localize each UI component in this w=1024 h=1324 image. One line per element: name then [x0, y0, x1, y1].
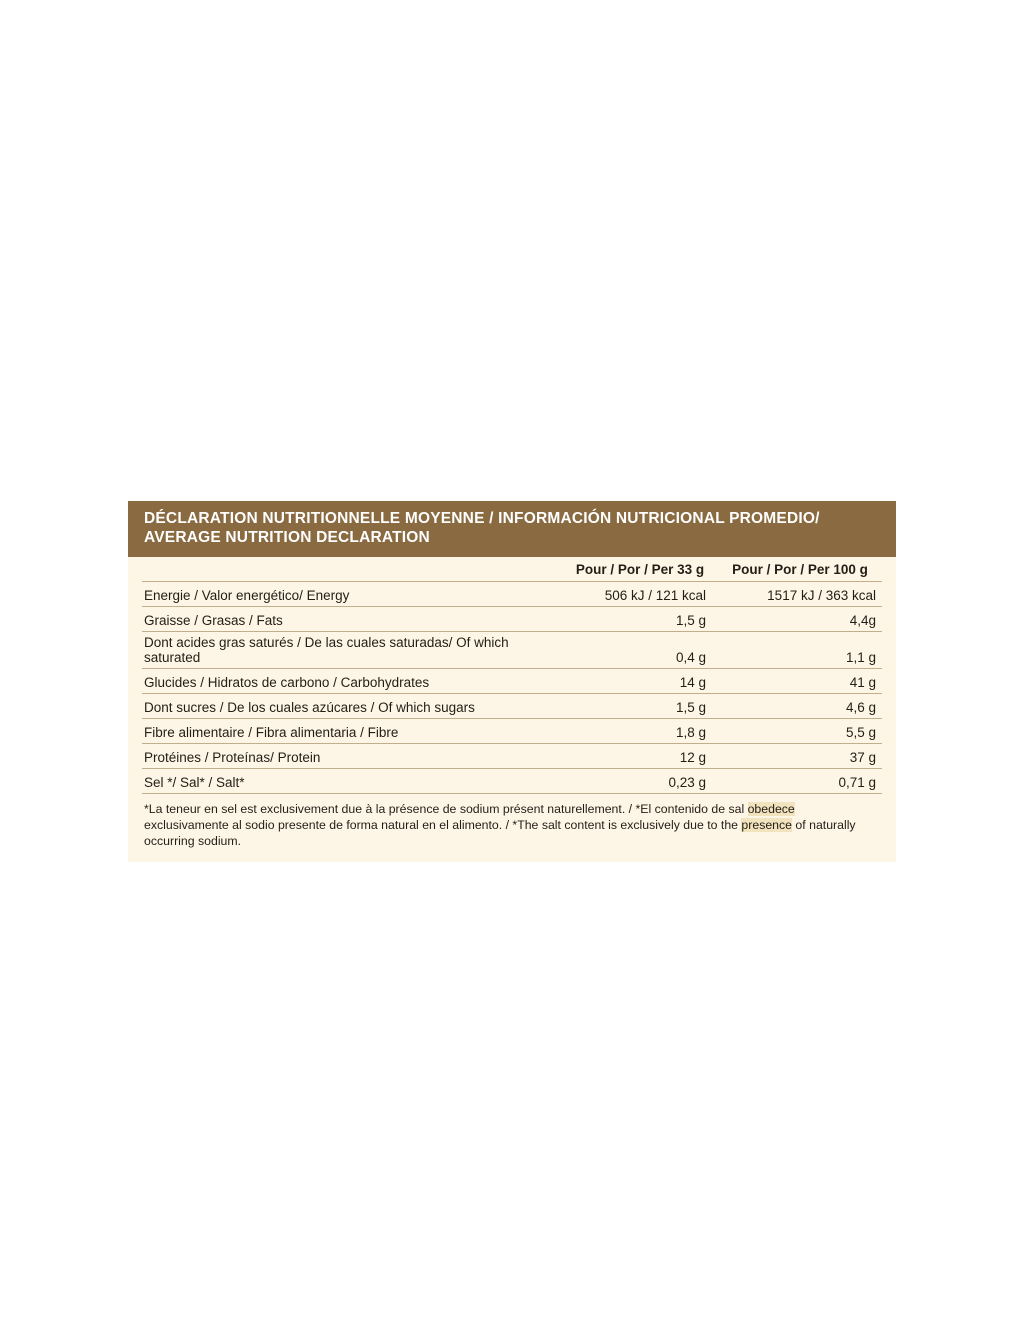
nutrient-name: Dont acides gras saturés / De las cuales saturadas/ Of which saturated	[144, 634, 509, 665]
table-row	[142, 581, 882, 606]
table-row	[142, 768, 882, 793]
nutrient-value-per-serving: 12 g	[679, 749, 706, 765]
nutrient-value-per-serving: 506 kJ / 121 kcal	[604, 587, 706, 603]
table-row	[142, 718, 882, 743]
nutrient-name: Graisse / Grasas / Fats	[144, 612, 283, 628]
column-header-per-serving: Pour / Por / Per 33 g	[575, 561, 705, 577]
footnote-highlight-1: obedece	[747, 801, 795, 816]
nutrient-name: Energie / Valor energético/ Energy	[144, 587, 350, 603]
table-row	[142, 606, 882, 631]
nutrient-name: Fibre alimentaire / Fibra alimentaria / Fibre	[144, 724, 399, 740]
nutrient-value-per-serving: 1,5 g	[675, 699, 706, 715]
nutrient-value-per-100g: 41 g	[849, 674, 876, 690]
table-row	[142, 743, 882, 768]
nutrient-value-per-100g: 37 g	[849, 749, 876, 765]
nutrient-name: Protéines / Proteínas/ Protein	[144, 749, 321, 765]
nutrient-value-per-serving: 0,23 g	[668, 774, 706, 790]
table-row	[142, 693, 882, 718]
nutrient-value-per-serving: 14 g	[679, 674, 706, 690]
table-row	[142, 631, 882, 668]
nutrient-value-per-100g: 1,1 g	[845, 649, 876, 665]
column-header-per-100g: Pour / Por / Per 100 g	[732, 561, 868, 577]
nutrient-value-per-serving: 1,5 g	[675, 612, 706, 628]
panel-title: DÉCLARATION NUTRITIONNELLE MOYENNE / INFORMACIÓN NUTRICIONAL PROMEDIO/ AVERAGE NUTRITION DECLARATION	[128, 501, 896, 557]
footnote-text-part-3: of naturally occurring sodium.	[144, 818, 856, 849]
table-column-headers	[128, 557, 896, 581]
nutrient-value-per-100g: 1517 kJ / 363 kcal	[767, 587, 876, 603]
nutrient-value-per-serving: 1,8 g	[675, 724, 706, 740]
nutrient-value-per-100g: 4,4g	[849, 612, 876, 628]
footnote-text-part-1: *La teneur en sel est exclusivement due à la présence de sodium présent naturellement. / *El contenido de sal	[144, 801, 748, 816]
salt-footnote	[128, 794, 896, 862]
column-header-label	[142, 562, 560, 577]
nutrition-table-body	[128, 581, 896, 793]
nutrient-value-per-100g: 5,5 g	[845, 724, 876, 740]
footnote-highlight-2: presence	[741, 818, 793, 833]
footnote-text-part-2: exclusivamente al sodio presente de forma natural en el alimento. / *The salt content is exclusively due to the	[144, 818, 742, 833]
nutrient-name: Glucides / Hidratos de carbono / Carbohydrates	[144, 674, 430, 690]
nutrition-information-panel	[128, 501, 896, 862]
nutrient-value-per-serving: 0,4 g	[675, 649, 706, 665]
table-row	[142, 668, 882, 693]
nutrient-name: Dont sucres / De los cuales azúcares / Of which sugars	[144, 699, 475, 715]
nutrient-value-per-100g: 0,71 g	[838, 774, 876, 790]
nutrient-name: Sel */ Sal* / Salt*	[144, 774, 245, 790]
nutrient-value-per-100g: 4,6 g	[845, 699, 876, 715]
